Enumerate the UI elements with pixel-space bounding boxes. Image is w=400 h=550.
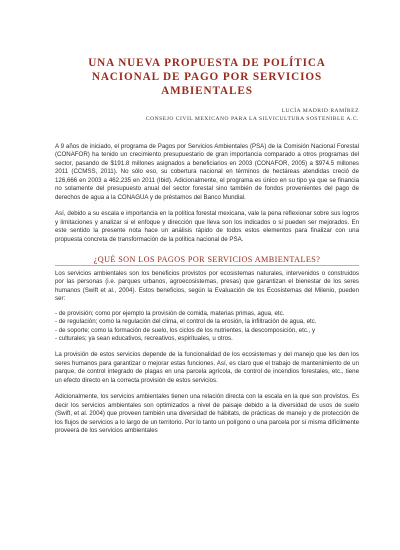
- section-intro-paragraph: Los servicios ambientales son los beneficios provistos por ecosistemas naturales, intervenidos o construidos por las personas (i.e. parques urbanos, agroecosistemas, presas) que garantizan el bienestar de los seres humanos (Swift et al., 2004). Estos beneficios, según la Evaluación de los Ecosistemas del Milenio, pueden ser:: [55, 269, 359, 303]
- list-item: - de soporte; como la formación de suelo, los ciclos de los nutrientes, la descomposición, etc., y: [55, 326, 316, 334]
- section-divider: [55, 265, 359, 266]
- author-name: LUCÍA MADRID RAMÍREZ: [281, 108, 359, 114]
- section-heading: ¿QUÉ SON LOS PAGOS POR SERVICIOS AMBIENTALES?: [93, 254, 321, 264]
- document-title: UNA NUEVA PROPUESTA DE POLÍTICA NACIONAL DE PAGO POR SERVICIOS AMBIENTALES: [88, 57, 326, 97]
- list-item: - de regulación; como la regulación del clima, el control de la erosión, la infiltración de agua, etc.: [55, 318, 317, 326]
- intro-paragraph-1: A 9 años de iniciado, el programa de Pagos por Servicios Ambientales (PSA) de la Comisión Nacional Forestal (CONAFOR) ha tenido un crecimiento presupuestario de gran importancia comparado a otros programas del sector, pasando de $191.8 millones asignados a beneficiarios en 2003 (CONAFOR, 2005) a $974.5 millones 2011 (CCMSS, 2011). No sólo eso, su cobertura nacional en términos de hectáreas atendidas creció de 126,666 en 2003 a 462,235 en 2011 (Ibid). Adicionalmente, el programa es único en su tipo ya que se financia no solamente del presupuesto anual del sector forestal sino también de fondos provenientes del pago de derechos de agua a la CONAGUA y de préstamos del Banco Mundial.: [55, 143, 359, 201]
- service-type-list: [55, 310, 359, 344]
- body-paragraph-1: La provisión de estos servicios depende de la funcionalidad de los ecosistemas y del manejo que les den los seres humanos para garantizar o mejorar estas funciones. Así, es claro que el trabajo de mantenimiento de un parque, de control integrado de plagas en una parcela agrícola, de control de incendios forestales, etc., tiene un efecto directo en la correcta provisión de estos servicios.: [55, 351, 359, 384]
- author-block: [55, 107, 359, 123]
- list-item: - de provisión; como por ejemplo la provisión de comida, materias primas, agua, etc.: [55, 309, 285, 317]
- list-item: - culturales; ya sean educativos, recreativos, espirituales, u otros.: [55, 335, 233, 343]
- body-paragraph-2: Adicionalmente, los servicios ambientales tienen una relación directa con la escala en la que son provistos. Es decir los servicios ambientales son optimizados a nivel de paisaje debido a la diversidad de usos de suelo (Swift, et al. 2004) que proveen también una diversidad de hábitats, de prácticas de manejo y de protección de los flujos de servicios a lo largo de un territorio. Por lo tanto un polígono o una parcela por sí misma difícilmente proveerá de los servicios ambientales: [55, 393, 359, 435]
- author-organization: CONSEJO CIVIL MEXICANO PARA LA SILVICULTURA SOSTENIBLE A.C.: [145, 116, 359, 122]
- intro-paragraph-2: Así, debido a su escala e importancia en la política forestal mexicana, vale la pena reflexionar sobre sus logros y limitaciones y analizar si el enfoque y dirección que lleva son los indicados o si pueden ser mejorados. En este sentido la presente nota hace un análisis rápido de todos estos elementos para finalizar con una propuesta concreta de transformación de la política nacional de PSA.: [55, 210, 359, 243]
